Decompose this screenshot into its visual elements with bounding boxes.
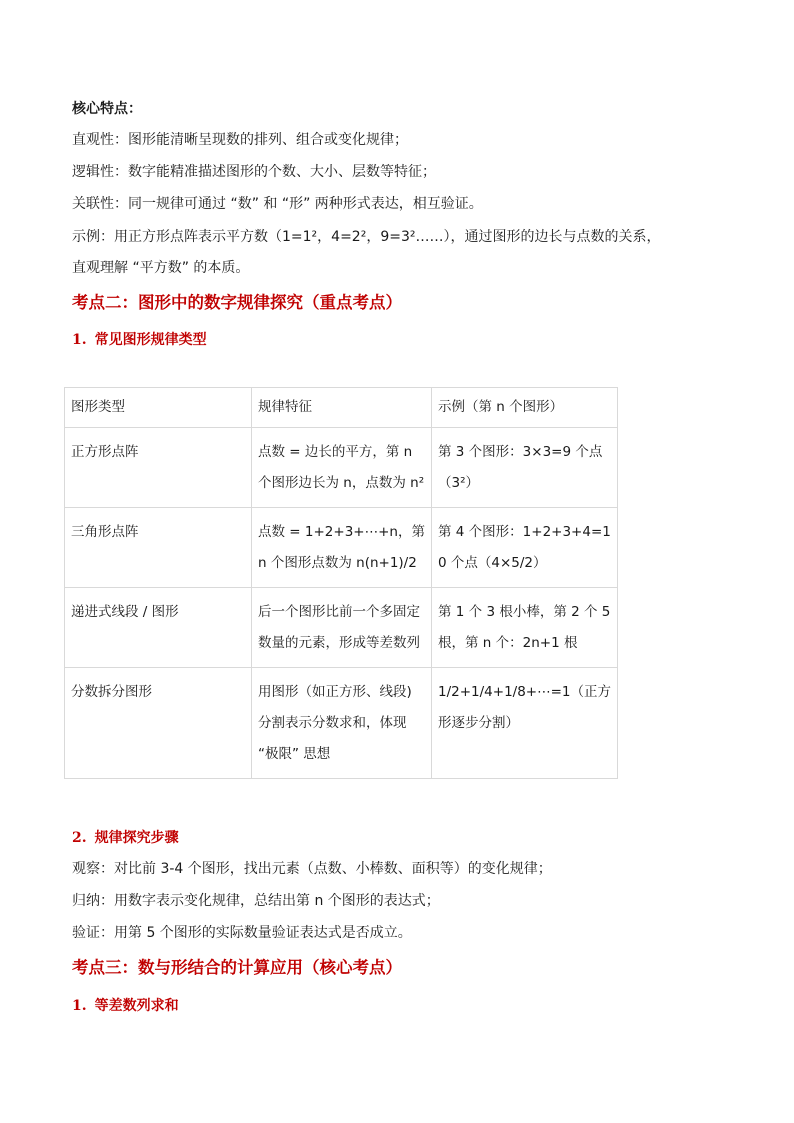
sub2-title: 规律探究步骤 <box>94 830 179 846</box>
table-cell: 后一个图形比前一个多固定数量的元素，形成等差数列 <box>252 588 432 668</box>
table-cell: 第 1 个 3 根小棒，第 2 个 5 根，第 n 个：2n+1 根 <box>432 588 618 668</box>
feature-relational: 关联性：同一规律可通过 “数” 和 “形” 两种形式表达，相互验证。 <box>72 196 483 212</box>
table-cell: 第 3 个图形：3×3=9 个点（3²） <box>432 428 618 508</box>
table-row <box>65 588 618 668</box>
table-header-row <box>65 388 618 428</box>
pattern-types-table <box>64 387 618 779</box>
sec3-sub1-number: 1. <box>72 998 87 1014</box>
table-header-cell: 规律特征 <box>252 388 432 428</box>
section3-sub1 <box>72 996 179 1016</box>
table-row <box>65 428 618 508</box>
table-cell: 点数 = 边长的平方，第 n 个图形边长为 n，点数为 n² <box>252 428 432 508</box>
feature-intuitive: 直观性：图形能清晰呈现数的排列、组合或变化规律； <box>72 132 408 148</box>
core-features-heading: 核心特点： <box>72 101 142 117</box>
sec3-sub1-title: 等差数列求和 <box>94 998 179 1014</box>
table-cell: 正方形点阵 <box>65 428 252 508</box>
table-cell: 点数 = 1+2+3+⋯+n，第 n 个图形点数为 n(n+1)/2 <box>252 508 432 588</box>
section2-sub1 <box>72 330 207 350</box>
table-cell: 三角形点阵 <box>65 508 252 588</box>
table-row <box>65 508 618 588</box>
sub1-title: 常见图形规律类型 <box>94 332 207 348</box>
table-cell: 第 4 个图形：1+2+3+4=10 个点（4×5/2） <box>432 508 618 588</box>
section2-title: 考点二：图形中的数字规律探究（重点考点） <box>72 293 402 312</box>
table-cell: 用图形（如正方形、线段)分割表示分数求和，体现 “极限” 思想 <box>252 668 432 779</box>
table-cell: 1/2+1/4+1/8+⋯=1（正方形逐步分割） <box>432 668 618 779</box>
section2-sub2 <box>72 828 179 848</box>
table-header-cell: 示例（第 n 个图形） <box>432 388 618 428</box>
example-line: 示例：用正方形点阵表示平方数（1=1²，4=2²，9=3²……），通过图形的边长与点数的关系， <box>72 229 661 245</box>
section3-title: 考点三：数与形结合的计算应用（核心考点） <box>72 958 402 977</box>
table-row <box>65 668 618 779</box>
step-induce: 归纳：用数字表示变化规律，总结出第 n 个图形的表达式； <box>72 893 440 909</box>
sub1-number: 1. <box>72 332 87 348</box>
feature-logical: 逻辑性：数字能精准描述图形的个数、大小、层数等特征； <box>72 164 436 180</box>
sub2-number: 2. <box>72 830 87 846</box>
step-verify: 验证：用第 5 个图形的实际数量验证表达式是否成立。 <box>72 925 412 941</box>
table-header-cell: 图形类型 <box>65 388 252 428</box>
table-cell: 递进式线段 / 图形 <box>65 588 252 668</box>
step-observe: 观察：对比前 3-4 个图形，找出元素（点数、小棒数、面积等）的变化规律； <box>72 861 552 877</box>
table-cell: 分数拆分图形 <box>65 668 252 779</box>
example-line-cont: 直观理解 “平方数” 的本质。 <box>72 260 250 276</box>
